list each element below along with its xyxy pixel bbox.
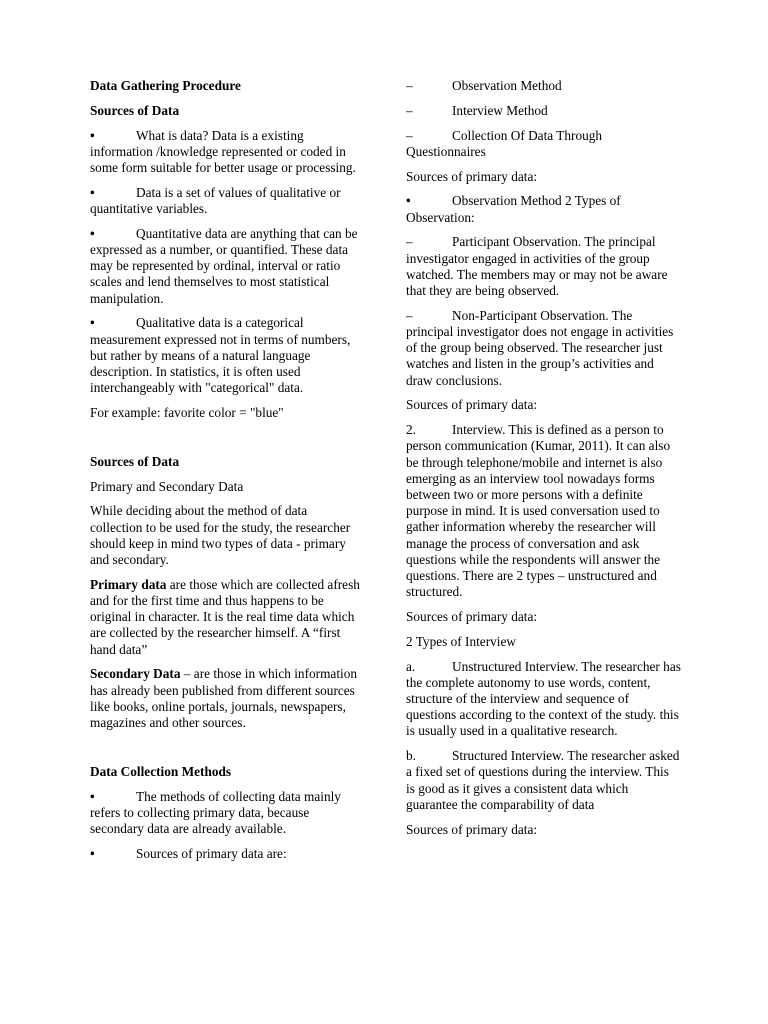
bullet-paragraph <box>90 226 362 307</box>
paragraph: While deciding about the method of data collection to be used for the study, the researcher should keep in mind two types of data - primary and secondary. <box>90 503 351 568</box>
subsection-heading: Sources of Data <box>90 453 180 469</box>
bullet-text: Quantitative data are anything that can be expressed as a number, or quantified. These data may be represented by ordinal, interval or ratio scales and lend themselves to most statistical manipulation. <box>90 225 358 306</box>
lettered-text: Structured Interview. The researcher asked a fixed set of questions during the interview. This is good as it gives a consistent data which guarantee the comparability of data <box>406 748 680 812</box>
dash-marker: – <box>406 234 413 250</box>
letter-marker: b. <box>406 748 416 764</box>
definition: are those which are collected afresh and for the first time and thus happens to be original in character. It is the real time data which are collected by the researcher himself. A “first hand data” <box>90 576 360 657</box>
bullet-paragraph <box>90 128 362 177</box>
number-marker: 2. <box>406 422 416 438</box>
bullet-text: Qualitative data is a categorical measurement expressed not in terms of numbers, but rather by means of a natural language description. In statistics, it is often used interchangeably with "categorical" data. <box>90 315 351 396</box>
paragraph: Sources of primary data: <box>406 821 538 837</box>
dash-item <box>406 308 681 389</box>
bullet-marker: • <box>90 127 95 143</box>
subsection-heading: Sources of Data <box>90 102 180 118</box>
bullet-paragraph <box>406 193 681 225</box>
left-column <box>90 78 362 871</box>
bullet-marker: • <box>90 225 95 241</box>
dash-text: Collection Of Data Through Questionnaires <box>406 127 603 159</box>
dash-marker: – <box>406 127 413 143</box>
bullet-text: The methods of collecting data mainly refers to collecting primary data, because secondary data are already available. <box>90 788 341 837</box>
dash-marker: – <box>406 78 413 93</box>
lettered-text: Unstructured Interview. The researcher has the complete autonomy to use words, content, structure of the interview and sequence of questions according to the context of the study. this is usually used in a qualitative research. <box>406 658 681 739</box>
paragraph: 2 Types of Interview <box>406 633 516 649</box>
dash-marker: – <box>406 307 413 323</box>
dash-text: Observation Method <box>452 78 562 93</box>
term: Primary data <box>90 576 167 592</box>
paragraph: Sources of primary data: <box>406 397 538 413</box>
dash-item <box>406 103 681 119</box>
bullet-paragraph <box>90 315 362 396</box>
dash-text: Non-Participant Observation. The principal investigator does not engage in activities of the group being observed. The researcher just watches and listen in the group’s activities and draw conclusions. <box>406 307 674 388</box>
numbered-item <box>406 422 681 600</box>
lettered-item <box>406 748 681 813</box>
lettered-item <box>406 659 681 740</box>
paragraph: Sources of primary data: <box>406 609 538 625</box>
bullet-marker: • <box>90 788 95 804</box>
bullet-paragraph <box>90 789 362 838</box>
secondary-data-paragraph <box>90 666 362 731</box>
primary-data-paragraph <box>90 577 362 658</box>
bullet-text: Data is a set of values of qualitative or quantitative variables. <box>90 184 341 216</box>
example-paragraph: For example: favorite color = "blue" <box>90 405 284 421</box>
dash-marker: – <box>406 102 413 118</box>
definition: – are those in which information has already been published from different sources like books, online portals, journals, newspapers, magazines and other sources. <box>90 666 358 731</box>
letter-marker: a. <box>406 658 416 674</box>
paragraph: Sources of primary data: <box>406 168 538 184</box>
section-heading: Data Collection Methods <box>90 763 232 779</box>
term: Secondary Data <box>90 666 181 682</box>
bullet-marker: • <box>90 184 95 200</box>
bullet-text: Sources of primary data are: <box>136 845 287 861</box>
bullet-marker: • <box>90 845 95 861</box>
bullet-text: What is data? Data is a existing information /knowledge represented or coded in some form suitable for better usage or processing. <box>90 127 356 175</box>
bullet-text: Observation Method 2 Types of Observation: <box>406 193 621 225</box>
paragraph: Primary and Secondary Data <box>90 478 244 494</box>
dash-text: Participant Observation. The principal investigator engaged in activities of the group watched. The members may or may not be aware that they are being observed. <box>406 234 668 298</box>
dash-item <box>406 234 681 299</box>
dash-text: Interview Method <box>452 102 548 118</box>
dash-item <box>406 128 681 160</box>
right-column <box>406 78 681 846</box>
dash-item <box>406 78 681 94</box>
bullet-marker: • <box>90 315 95 331</box>
numbered-text: Interview. This is defined as a person to person communication (Kumar, 2011). It can also be through telephone/mobile and internet is also emerging as an interview tool nowadays forms between two or more persons with a definite purpose in mind. It is used conversation used to gather information whereby the researcher will manage the process of conversation and ask questions while the respondents will answer the questions. There are 2 types – unstructured and structured. <box>406 422 671 600</box>
bullet-paragraph <box>90 185 362 217</box>
section-heading: Data Gathering Procedure <box>90 78 241 93</box>
bullet-paragraph <box>90 846 362 862</box>
bullet-marker: • <box>406 193 411 209</box>
